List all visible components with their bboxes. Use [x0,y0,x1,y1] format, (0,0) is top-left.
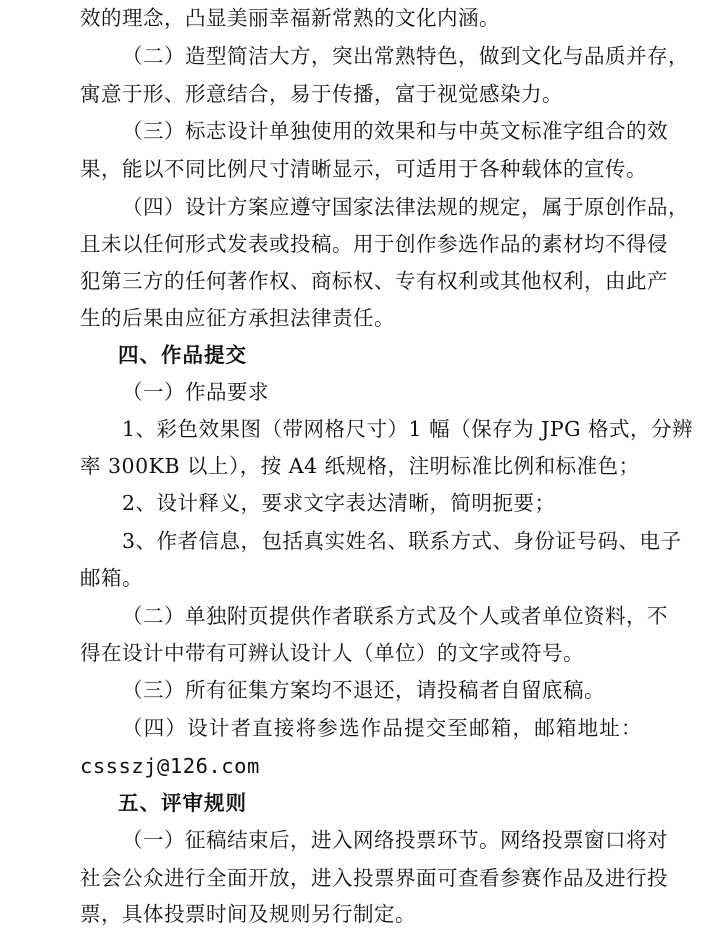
paragraph-line: 率 300KB 以上），按 A4 纸规格，注明标准比例和标准色； [80,454,640,478]
paragraph-line: 果，能以不同比例尺寸清晰显示，可适用于各种载体的宣传。 [80,157,647,181]
paragraph-line: （一）征稿结束后，进入网络投票环节。网络投票窗口将对 [122,828,668,852]
paragraph-line: 得在设计中带有可辨认设计人（单位）的文字或符号。 [80,641,584,665]
paragraph-line: 社会公众进行全面开放，进入投票界面可查看参赛作品及进行投 [80,866,668,890]
paragraph-line: 犯第三方的任何著作权、商标权、专有权利或其他权利，由此产 [80,269,668,293]
email-address: cssszj@126.com [80,754,260,778]
paragraph-line: （二）造型简洁大方，突出常熟特色，做到文化与品质并存， [122,44,689,68]
paragraph-line: 且未以任何形式发表或投稿。用于创作参选作品的素材均不得侵 [80,232,668,256]
paragraph-line: （四）设计方案应遵守国家法律法规的规定，属于原创作品， [122,195,689,219]
paragraph-line: 票，具体投票时间及规则另行制定。 [80,902,416,926]
paragraph-line: （二）单独附页提供作者联系方式及个人或者单位资料，不 [122,604,668,628]
paragraph-line: 效的理念，凸显美丽幸福新常熟的文化内涵。 [80,6,500,30]
paragraph-line: 1、彩色效果图（带网格尺寸）1 幅（保存为 JPG 格式，分辨 [122,417,694,441]
paragraph-line: 3、作者信息，包括真实姓名、联系方式、身份证号码、电子 [122,529,682,553]
paragraph-line: （四）设计者直接将参选作品提交至邮箱，邮箱地址： [122,716,642,740]
paragraph-line: 2、设计释义，要求文字表达清晰，简明扼要； [122,491,556,515]
paragraph-line: （三）标志设计单独使用的效果和与中英文标准字组合的效 [122,119,668,143]
paragraph-line: （三）所有征集方案均不退还，请投稿者自留底稿。 [122,678,605,702]
section-heading: 五、评审规则 [118,791,247,815]
paragraph-line: 寓意于形、形意结合，易于传播，富于视觉感染力。 [80,82,563,106]
subsection-heading: （一）作品要求 [122,380,269,404]
paragraph-line: 邮箱。 [80,566,143,590]
section-heading: 四、作品提交 [118,343,247,367]
paragraph-line: 生的后果由应征方承担法律责任。 [80,306,395,330]
